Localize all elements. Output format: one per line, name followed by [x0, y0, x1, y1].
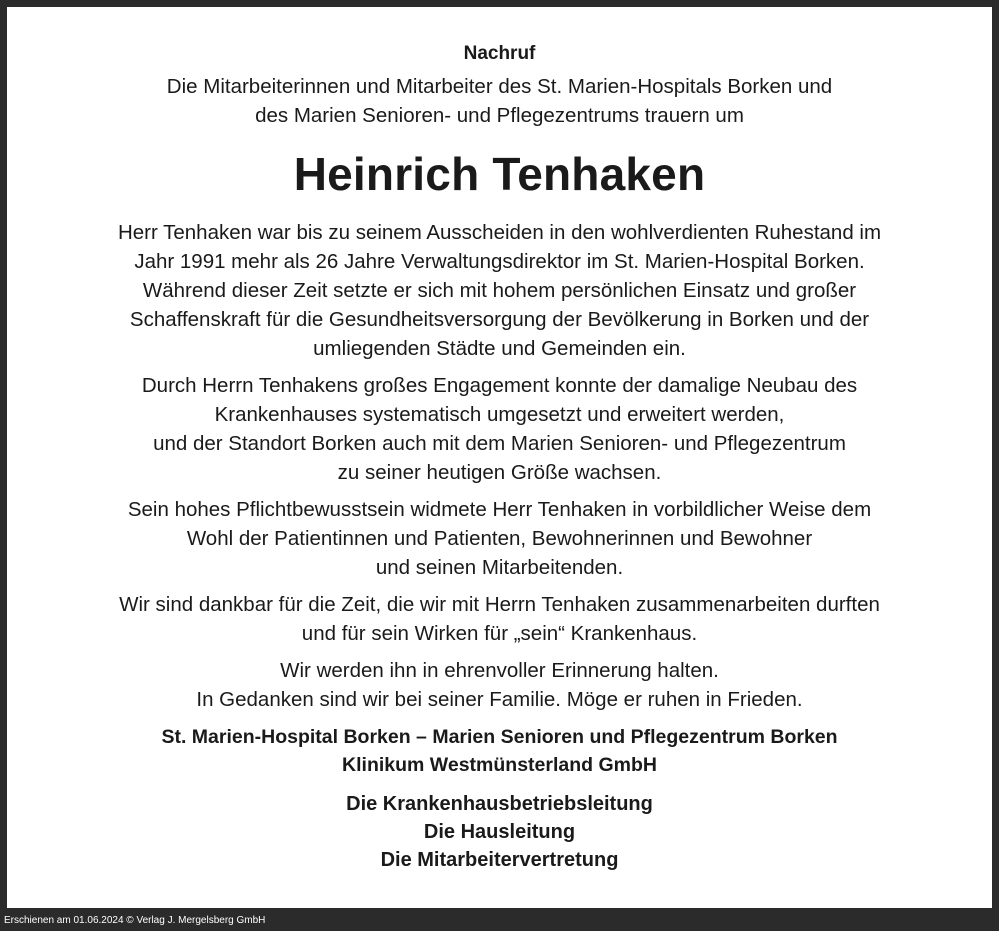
paragraph-line: Während dieser Zeit setzte er sich mit hohem persönlichen Einsatz und großer	[142, 279, 857, 302]
signature-departments	[7, 790, 992, 874]
signature-line: St. Marien-Hospital Borken – Marien Senioren und Pflegezentrum Borken	[161, 726, 838, 748]
deceased-name: Heinrich Tenhaken	[293, 148, 706, 200]
paragraph-duty	[7, 495, 992, 582]
paragraph-line: und der Standort Borken auch mit dem Marien Senioren- und Pflegezentrum	[153, 432, 846, 455]
paragraph-line: und seinen Mitarbeitenden.	[375, 556, 624, 579]
paragraph-line: Wir werden ihn in ehrenvoller Erinnerung halten.	[280, 659, 719, 682]
paragraph-remembrance	[7, 656, 992, 714]
obituary-notice	[7, 7, 992, 908]
department-line: Die Mitarbeitervertretung	[380, 849, 619, 871]
intro-line: des Marien Senioren- und Pflegezentrums trauern um	[255, 104, 744, 127]
publication-footer: Erschienen am 01.06.2024 © Verlag J. Mergelsberg GmbH	[4, 915, 266, 926]
notice-heading: Nachruf	[463, 43, 536, 64]
paragraph-line: Wohl der Patientinnen und Patienten, Bewohnerinnen und Bewohner	[186, 527, 813, 550]
paragraph-line: umliegenden Städte und Gemeinden ein.	[313, 337, 686, 360]
paragraph-engagement	[7, 371, 992, 487]
paragraph-line: Sein hohes Pflichtbewusstsein widmete Herr Tenhaken in vorbildlicher Weise dem	[127, 498, 872, 521]
department-line: Die Hausleitung	[423, 821, 576, 843]
signature-organization	[7, 723, 992, 779]
paragraph-line: Durch Herrn Tenhakens großes Engagement konnte der damalige Neubau des	[141, 374, 858, 397]
department-line: Die Krankenhausbetriebsleitung	[346, 793, 653, 815]
intro-text	[7, 72, 992, 130]
notice-content	[7, 7, 992, 874]
paragraph-line: Schaffenskraft für die Gesundheitsversorgung der Bevölkerung in Borken und der	[129, 308, 870, 331]
paragraph-line: Herr Tenhaken war bis zu seinem Ausscheiden in den wohlverdienten Ruhestand im	[117, 221, 882, 244]
paragraph-line: Krankenhauses systematisch umgesetzt und erweitert werden,	[214, 403, 785, 426]
paragraph-line: und für sein Wirken für „sein“ Krankenhaus.	[301, 622, 698, 645]
paragraph-gratitude	[7, 590, 992, 648]
paragraph-line: Jahr 1991 mehr als 26 Jahre Verwaltungsdirektor im St. Marien-Hospital Borken.	[134, 250, 865, 273]
paragraph-line: zu seiner heutigen Größe wachsen.	[337, 461, 662, 484]
signature-line: Klinikum Westmünsterland GmbH	[342, 754, 657, 776]
paragraph-career	[7, 218, 992, 363]
paragraph-line: Wir sind dankbar für die Zeit, die wir mit Herrn Tenhaken zusammenarbeiten durften	[119, 593, 880, 616]
intro-line: Die Mitarbeiterinnen und Mitarbeiter des St. Marien-Hospitals Borken und	[166, 75, 833, 98]
paragraph-line: In Gedanken sind wir bei seiner Familie. Möge er ruhen in Frieden.	[196, 688, 803, 711]
